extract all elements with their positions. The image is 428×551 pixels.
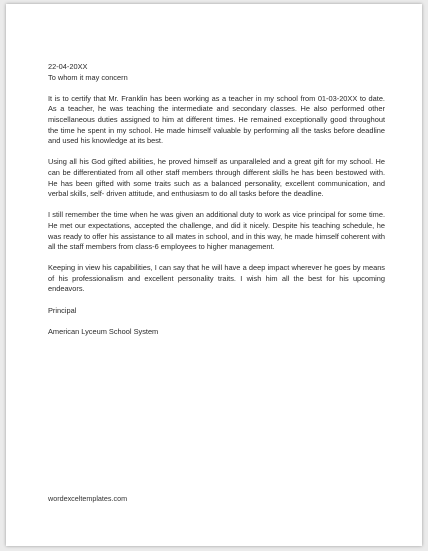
letter-date: 22-04-20XX xyxy=(48,62,88,71)
organization-name: American Lyceum School System xyxy=(48,326,159,336)
letter-paragraph-4: Keeping in view his capabilities, I can say that he will have a deep impact wherever he goes by means of his professionalism and excellent personality traits. I wish him all the best for his upcoming endeavors. xyxy=(48,263,385,294)
letter-paragraph-2: Using all his God gifted abilities, he proved himself as unparalleled and a great gift for my school. He can be differentiated from all other staff members through different skills he has been bestowed with. He has been gifted with some traits such as a balanced personality, excellent communication, and verbal skills, self- driven attitude, and enthusiasm to do all tasks before the deadline. xyxy=(48,157,385,199)
letter-salutation: To whom it may concern xyxy=(48,72,128,82)
letter-paragraph-1: It is to certify that Mr. Franklin has been working as a teacher in my school from 01-03-20XX to date. As a teacher, he was teaching the intermediate and secondary classes. He also performed other miscellaneous duties assigned to him at different times. He remained exceptionally good throughout the time he spent in my school. He made himself valuable by performing all the tasks before deadline and used his knowledge at its best. xyxy=(48,93,385,146)
signoff-title: Principal xyxy=(48,305,77,315)
letter-body xyxy=(48,62,385,348)
document-page xyxy=(6,4,422,546)
footer-website: wordexceltemplates.com xyxy=(48,494,128,503)
letter-paragraph-3: I still remember the time when he was given an additional duty to work as vice principal for some time. He met our expectations, accepted the challenge, and did it nicely. Despite his teaching schedule, he was ready to offer his assistance to all mates in school, and in this way, he made himself coherent with all the staff members from class-6 employees to higher management. xyxy=(48,210,385,252)
